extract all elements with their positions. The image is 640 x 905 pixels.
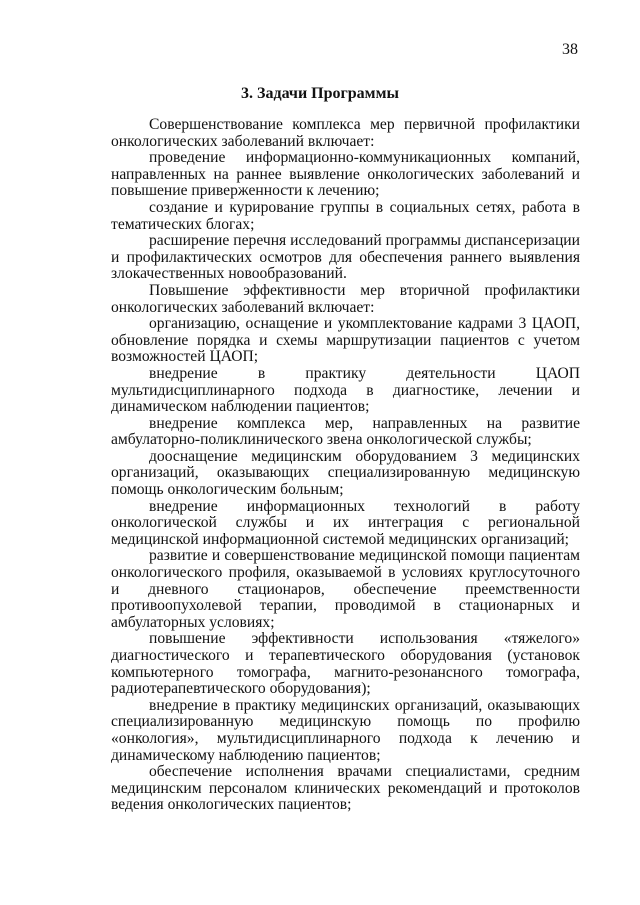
paragraph-it-integration: внедрение информационных технологий в работу онкологической службы и их интеграция с региональной медицинской информационной системой медицинских организаций; bbox=[111, 497, 580, 548]
document-body bbox=[111, 117, 580, 814]
paragraph-info-campaigns: проведение информационно-коммуникационных компаний, направленных на раннее выявление онкологических заболеваний и повышение приверженности к лечению; bbox=[111, 149, 580, 200]
paragraph-multidisciplinary-oncology: внедрение в практику медицинских организаций, оказывающих специализированную медицинскую помощь по профилю «онкология», мультидисциплинарного подхода к лечению и динамическому наблюдению пациентов; bbox=[111, 696, 580, 764]
paragraph-inpatient-care: развитие и совершенствование медицинской помощи пациентам онкологического профиля, оказываемой в условиях круглосуточного и дневного стационаров, обеспечение преемственности противоопухолевой терапии, проводимой в стационарных и амбулаторных условиях; bbox=[111, 547, 580, 631]
paragraph-clinical-guidelines: обеспечение исполнения врачами специалистами, средним медицинским персоналом клинических рекомендаций и протоколов ведения онкологических пациентов; bbox=[111, 763, 580, 814]
paragraph-caop-organization: организацию, оснащение и укомплектование кадрами 3 ЦАОП, обновление порядка и схемы маршрутизации пациентов с учетом возможностей ЦАОП; bbox=[111, 315, 580, 366]
paragraph-social-networks: создание и курирование группы в социальных сетях, работа в тематических блогах; bbox=[111, 198, 580, 233]
paragraph-primary-prevention-intro: Совершенствование комплекса мер первичной профилактики онкологических заболеваний включает: bbox=[111, 116, 580, 150]
page-number: 38 bbox=[562, 41, 578, 58]
paragraph-secondary-prevention-intro: Повышение эффективности мер вторичной профилактики онкологических заболеваний включает: bbox=[111, 281, 580, 316]
section-title: 3. Задачи Программы bbox=[241, 85, 399, 102]
paragraph-outpatient-development: внедрение комплекса мер, направленных на развитие амбулаторно-поликлинического звена онкологической службы; bbox=[111, 414, 580, 449]
paragraph-equipment: дооснащение медицинским оборудованием 3 медицинских организаций, оказывающих специализированную медицинскую помощь онкологическим больным; bbox=[111, 447, 580, 499]
paragraph-heavy-equipment: повышение эффективности использования «тяжелого» диагностического и терапевтического оборудования (установок компьютерного томографа, магнито-резонансного томографа, радиотерапевтического оборудования); bbox=[111, 630, 580, 698]
paragraph-dispensary-expansion: расширение перечня исследований программы диспансеризации и профилактических осмотров для обеспечения раннего выявления злокачественных новообразований. bbox=[111, 232, 580, 283]
paragraph-multidisciplinary-caop: внедрение в практику деятельности ЦАОП мультидисциплинарного подхода в диагностике, лечении и динамическом наблюдении пациентов; bbox=[111, 364, 580, 416]
